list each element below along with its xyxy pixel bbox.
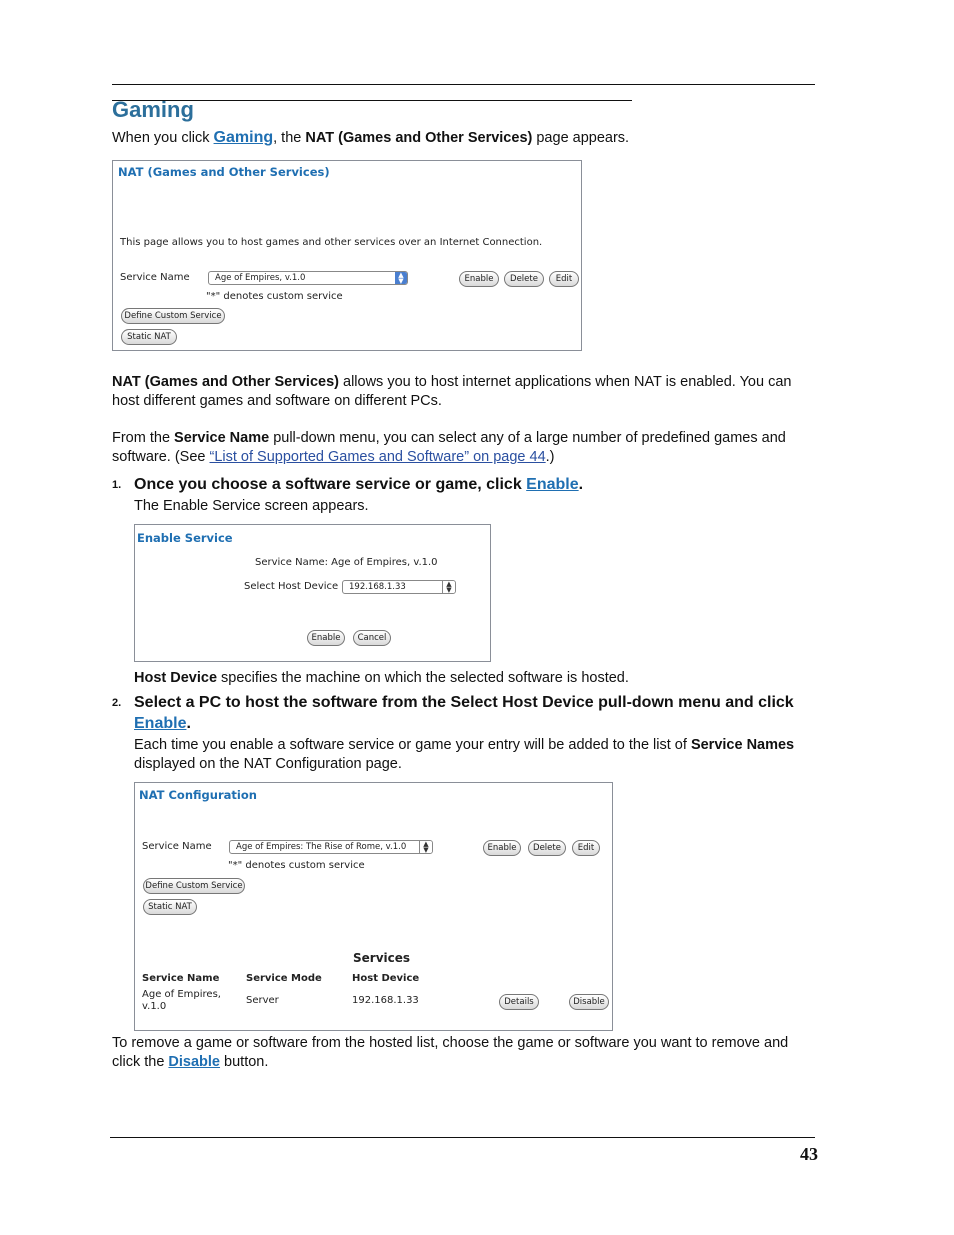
service-name-value: Age of Empires, v.1.0 — [215, 273, 306, 283]
config-define-custom-service-button[interactable]: Define Custom Service — [143, 878, 245, 894]
nat-games-header: NAT (Games and Other Services) — [118, 165, 330, 179]
host-device-select[interactable] — [342, 580, 456, 594]
page-number: 43 — [800, 1144, 818, 1164]
step2-end: . — [186, 715, 191, 732]
config-static-nat-button[interactable]: Static NAT — [143, 899, 197, 915]
para1-bold: NAT (Games and Other Services) — [112, 374, 339, 390]
config-service-name-label: Service Name — [142, 841, 212, 852]
step1-enable-link[interactable]: Enable — [526, 476, 579, 493]
para5-suffix: button. — [220, 1054, 269, 1070]
col-service-name: Service Name — [142, 973, 220, 984]
supported-games-xref-link[interactable]: “List of Supported Games and Software” on page 44 — [209, 449, 546, 465]
services-title: Services — [353, 951, 411, 965]
intro-suffix: page appears. — [532, 130, 630, 146]
para2-middle: pull-down menu, you can select any of a large number of predefined games and software. (See — [112, 430, 786, 465]
delete-button[interactable]: Delete — [504, 271, 544, 287]
config-service-name-value: Age of Empires: The Rise of Rome, v.1.0 — [236, 842, 407, 852]
para2-suffix: .) — [545, 449, 555, 465]
nat-games-screenshot — [112, 160, 582, 351]
host-select-arrows-icon: ▲ ▼ — [442, 581, 455, 593]
step-1-number: 1. — [112, 479, 122, 491]
row-service-name: Age of Empires, v.1.0 — [142, 989, 221, 1012]
para2-prefix: From the — [112, 430, 175, 446]
details-button[interactable]: Details — [499, 994, 539, 1010]
intro-prefix: When you click — [112, 130, 214, 146]
nat-games-description: This page allows you to host games and other services over an Internet Connection. — [120, 237, 543, 248]
nat-configuration-header: NAT Configuration — [139, 788, 257, 802]
step-2-number: 2. — [112, 697, 122, 709]
para3-text: specifies the machine on which the selected software is hosted. — [217, 670, 629, 686]
config-delete-button[interactable]: Delete — [528, 840, 566, 856]
col-host-device: Host Device — [352, 973, 420, 984]
service-names-paragraph — [134, 736, 815, 774]
disable-link[interactable]: Disable — [168, 1054, 221, 1070]
para3-bold: Host Device — [134, 670, 218, 686]
step2-enable-link[interactable]: Enable — [134, 715, 187, 732]
select-arrows-icon: ▲ ▼ — [395, 272, 407, 284]
para4-bold: Service Names — [690, 737, 795, 753]
step1-end: . — [578, 476, 584, 493]
para4-prefix: Each time you enable a software service or game your entry will be added to the list of — [134, 737, 691, 753]
enable-service-header: Enable Service — [137, 531, 233, 545]
config-enable-button[interactable]: Enable — [483, 840, 521, 856]
nat-configuration-screenshot — [134, 782, 613, 1031]
enable-button[interactable]: Enable — [459, 271, 499, 287]
intro-middle: , the — [273, 130, 306, 146]
enable-service-name-line: Service Name: Age of Empires, v.1.0 — [255, 557, 438, 568]
define-custom-service-button[interactable]: Define Custom Service — [121, 308, 225, 324]
intro-bold: NAT (Games and Other Services) — [305, 130, 533, 146]
custom-service-note: "*" denotes custom service — [206, 291, 343, 302]
para2-bold: Service Name — [174, 430, 270, 446]
nat-description-paragraph — [112, 373, 815, 411]
section-title: Gaming — [112, 97, 194, 122]
static-nat-button[interactable]: Static NAT — [121, 329, 177, 345]
intro-paragraph — [112, 128, 815, 148]
row-host-device: 192.168.1.33 — [352, 995, 419, 1006]
footer-rule — [110, 1137, 815, 1138]
step-2-text — [134, 692, 815, 734]
row-service-mode: Server — [246, 995, 279, 1006]
host-device-paragraph — [134, 669, 815, 688]
config-service-name-select[interactable] — [229, 840, 433, 854]
edit-button[interactable]: Edit — [549, 271, 579, 287]
select-host-device-label: Select Host Device — [244, 581, 339, 592]
config-custom-service-note: "*" denotes custom service — [228, 860, 365, 871]
step1-text: Once you choose a software service or game, click — [134, 476, 527, 493]
step-1-text — [134, 474, 583, 495]
header-rule — [112, 84, 815, 85]
para4-suffix: displayed on the NAT Configuration page. — [134, 756, 402, 772]
service-name-select[interactable] — [208, 271, 408, 285]
service-name-paragraph — [112, 429, 815, 467]
enable-service-screenshot — [134, 524, 491, 662]
config-select-arrows-icon: ▲ ▼ — [419, 841, 432, 853]
disable-button[interactable]: Disable — [569, 994, 609, 1010]
para5-prefix: To remove a game or software from the hosted list, choose the game or software you want to remove and click the — [112, 1035, 789, 1070]
gaming-link[interactable]: Gaming — [213, 129, 274, 146]
step-1-note: The Enable Service screen appears. — [134, 498, 369, 514]
host-device-value: 192.168.1.33 — [349, 582, 406, 592]
config-edit-button[interactable]: Edit — [572, 840, 600, 856]
service-name-label: Service Name — [120, 272, 190, 283]
para1-text: allows you to host internet applications when NAT is enabled. You can host different games and software on different PCs. — [112, 374, 792, 409]
remove-paragraph — [112, 1034, 815, 1072]
enable-service-cancel-button[interactable]: Cancel — [353, 630, 391, 646]
col-service-mode: Service Mode — [246, 973, 322, 984]
step2-text: Select a PC to host the software from the Select Host Device pull-down menu and click — [134, 694, 794, 711]
enable-service-enable-button[interactable]: Enable — [307, 630, 345, 646]
